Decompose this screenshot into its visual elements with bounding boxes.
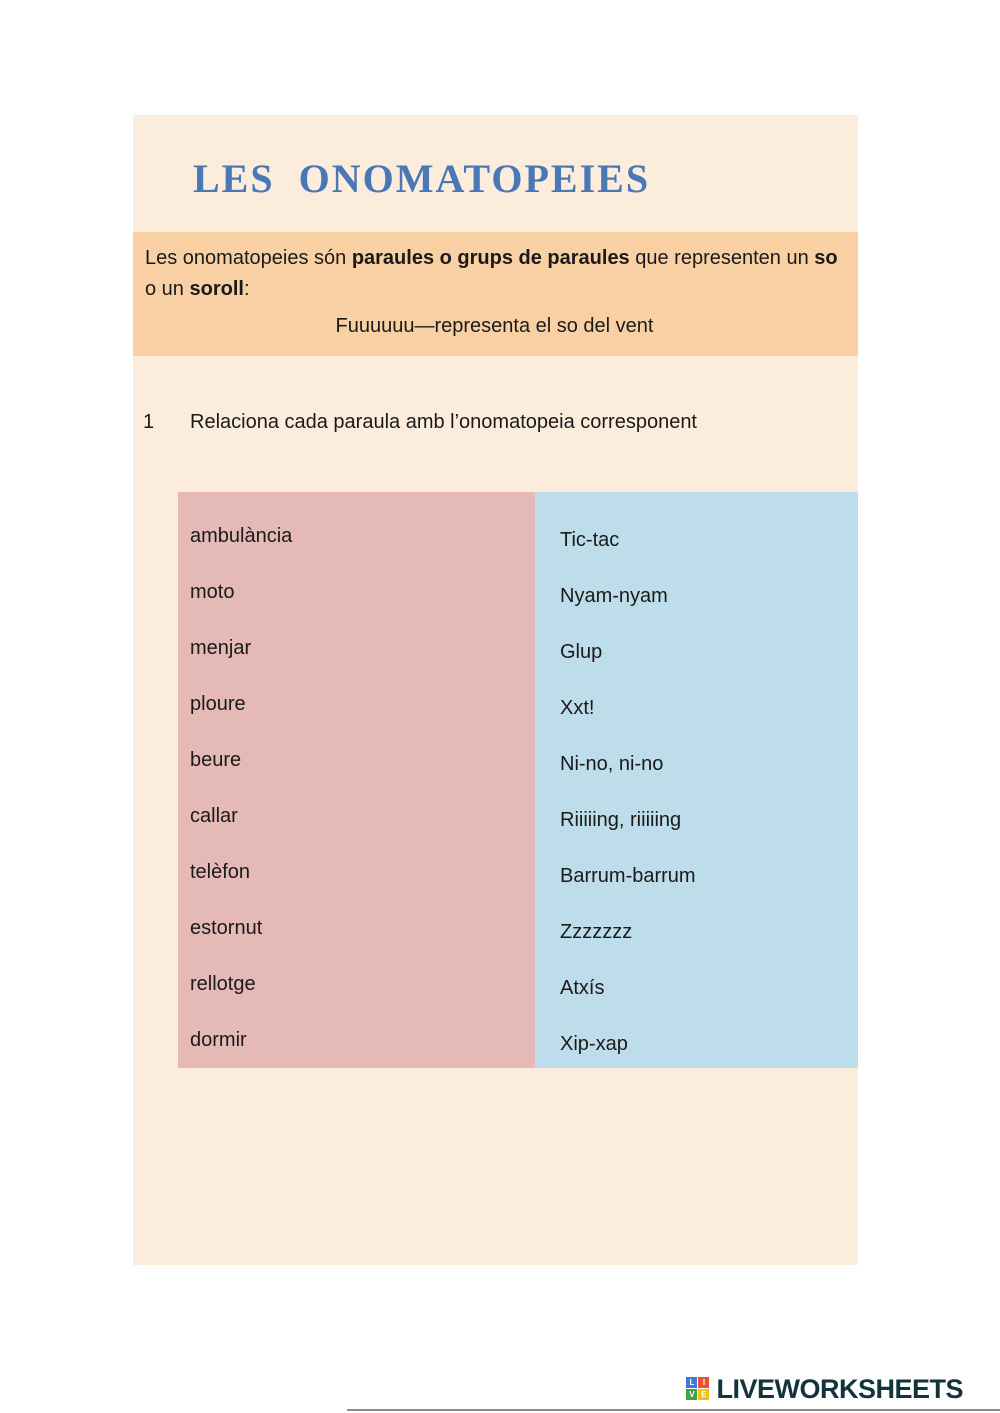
definition-text-bold: paraules o grups de paraules	[351, 247, 630, 269]
logo-square-i: I	[698, 1377, 709, 1388]
definition-text-part: Les onomatopeies són	[145, 247, 352, 269]
word-item[interactable]: menjar	[190, 636, 252, 659]
brand-name: LIVEWORKSHEETS	[716, 1374, 963, 1404]
definition-example: Fuuuuuu—representa el so del vent	[335, 315, 654, 337]
onomatopoeia-item[interactable]: Xxt!	[560, 696, 595, 719]
word-item[interactable]: dormir	[190, 1028, 247, 1051]
definition-text-part: que representen un	[629, 247, 815, 269]
onomatopoeia-item[interactable]: Ni-no, ni-no	[560, 752, 664, 775]
page-title: LES ONOMATOPEIES	[193, 156, 651, 201]
onomatopoeia-item[interactable]: Barrum-barrum	[560, 864, 696, 887]
logo-square-l: L	[686, 1377, 697, 1388]
exercise-header	[143, 411, 697, 434]
word-item[interactable]: rellotge	[190, 972, 256, 995]
matching-exercise	[178, 492, 858, 1068]
words-column	[178, 492, 535, 1068]
word-item[interactable]: estornut	[190, 916, 263, 939]
definition-text-bold: so	[814, 247, 838, 269]
onomatopoeia-item[interactable]: Zzzzzzz	[560, 920, 633, 943]
onomatopoeia-item[interactable]: Glup	[560, 640, 603, 663]
definition-text	[145, 243, 844, 305]
exercise-instruction: Relaciona cada paraula amb l’onomatopeia corresponent	[190, 411, 697, 433]
worksheet-page	[133, 115, 858, 1265]
onomatopoeia-item[interactable]: Xip-xap	[560, 1032, 628, 1055]
definition-text-bold: soroll	[189, 278, 244, 300]
logo-square-e: E	[698, 1389, 709, 1400]
word-item[interactable]: callar	[190, 804, 238, 827]
word-item[interactable]: beure	[190, 748, 242, 771]
onomatopoeias-column	[535, 492, 858, 1068]
onomatopoeia-item[interactable]: Atxís	[560, 976, 605, 999]
definition-box	[133, 232, 858, 356]
page-bottom-edge	[347, 1409, 1000, 1411]
word-item[interactable]: ploure	[190, 692, 246, 715]
definition-text-part: o un	[145, 278, 190, 300]
liveworksheets-footer[interactable]	[686, 1374, 963, 1405]
exercise-number: 1	[143, 411, 155, 433]
liveworksheets-logo-icon	[686, 1377, 711, 1402]
word-item[interactable]: ambulància	[190, 524, 293, 547]
onomatopoeia-item[interactable]: Tic-tac	[560, 528, 620, 551]
onomatopoeia-item[interactable]: Nyam-nyam	[560, 584, 668, 607]
logo-square-v: V	[686, 1389, 697, 1400]
word-item[interactable]: telèfon	[190, 860, 251, 883]
word-item[interactable]: moto	[190, 580, 235, 603]
onomatopoeia-item[interactable]: Riiiiing, riiiiing	[560, 808, 682, 831]
definition-text-part: :	[243, 278, 250, 300]
